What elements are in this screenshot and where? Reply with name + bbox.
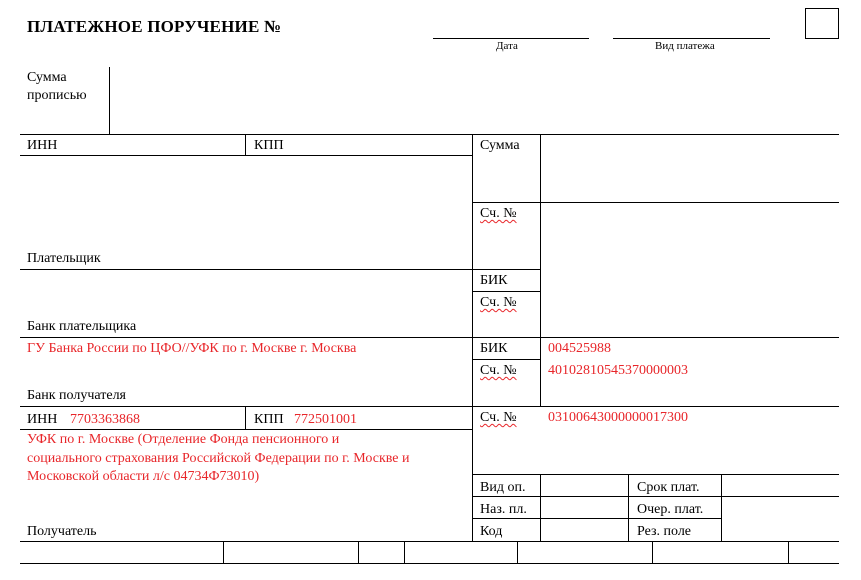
priority-label: Очер. плат. — [637, 502, 704, 517]
recipient-bank-label: Банк получателя — [27, 388, 126, 403]
divider — [404, 541, 405, 563]
divider — [245, 406, 246, 430]
rule — [20, 337, 839, 338]
recipient-inn-label: ИНН — [27, 412, 58, 427]
code-label: Код — [480, 524, 503, 539]
payer-bank-label: Банк плательщика — [27, 319, 137, 334]
rule — [20, 155, 473, 156]
sum-words-label-2: прописью — [27, 88, 87, 103]
sum-label: Сумма — [480, 138, 520, 153]
rule — [472, 496, 839, 497]
recipient-account-label: Сч. № — [480, 410, 517, 425]
recipient-bik-value: 004525988 — [548, 341, 611, 356]
divider — [628, 474, 629, 541]
divider — [472, 134, 473, 542]
payer-label: Плательщик — [27, 251, 101, 266]
rule — [20, 563, 839, 564]
divider — [540, 474, 541, 541]
payment-type-line — [613, 38, 770, 39]
divider — [358, 541, 359, 563]
recipient-bank-name: ГУ Банка России по ЦФО//УФК по г. Москве г. Москва — [27, 341, 357, 356]
recipient-name-line-3: Московской области л/с 04734Ф73010) — [27, 469, 260, 484]
recipient-label: Получатель — [27, 524, 97, 539]
recipient-corr-account-label: Сч. № — [480, 363, 517, 378]
recipient-corr-account-value: 40102810545370000003 — [548, 363, 688, 378]
divider — [540, 134, 541, 406]
rule — [472, 474, 839, 475]
divider — [245, 134, 246, 156]
divider — [788, 541, 789, 563]
date-label: Дата — [496, 40, 518, 52]
payment-type-label: Вид платежа — [655, 40, 715, 52]
form-code-box[interactable] — [805, 8, 839, 39]
payer-account-label: Сч. № — [480, 206, 517, 221]
reserve-label: Рез. поле — [637, 524, 692, 539]
op-type-label: Вид оп. — [480, 480, 526, 495]
recipient-name-line-1: УФК по г. Москве (Отделение Фонда пенсионного и — [27, 432, 340, 447]
recipient-bik-label: БИК — [480, 341, 508, 356]
divider — [721, 474, 722, 541]
divider — [652, 541, 653, 563]
rule — [472, 518, 722, 519]
recipient-kpp-value: 772501001 — [294, 412, 357, 427]
term-label: Срок плат. — [637, 480, 700, 495]
rule — [20, 429, 473, 430]
sum-words-divider — [109, 67, 110, 134]
rule — [20, 541, 839, 542]
rule — [472, 202, 839, 203]
purpose-label: Наз. пл. — [480, 502, 527, 517]
payer-inn-label: ИНН — [27, 138, 58, 153]
payer-kpp-label: КПП — [254, 138, 284, 153]
payer-bik-label: БИК — [480, 273, 508, 288]
rule — [20, 406, 839, 407]
divider — [517, 541, 518, 563]
recipient-inn-value: 7703363868 — [70, 412, 140, 427]
recipient-kpp-label: КПП — [254, 412, 284, 427]
rule — [472, 291, 540, 292]
recipient-account-value: 03100643000000017300 — [548, 410, 688, 425]
rule — [20, 134, 839, 135]
recipient-name-line-2: социального страхования Российской Федерации по г. Москве и — [27, 451, 410, 466]
sum-words-label-1: Сумма — [27, 70, 67, 85]
divider — [223, 541, 224, 563]
payer-corr-account-label: Сч. № — [480, 295, 517, 310]
date-line — [433, 38, 589, 39]
rule — [20, 269, 540, 270]
rule — [472, 359, 540, 360]
form-title: ПЛАТЕЖНОЕ ПОРУЧЕНИЕ № — [27, 17, 282, 36]
